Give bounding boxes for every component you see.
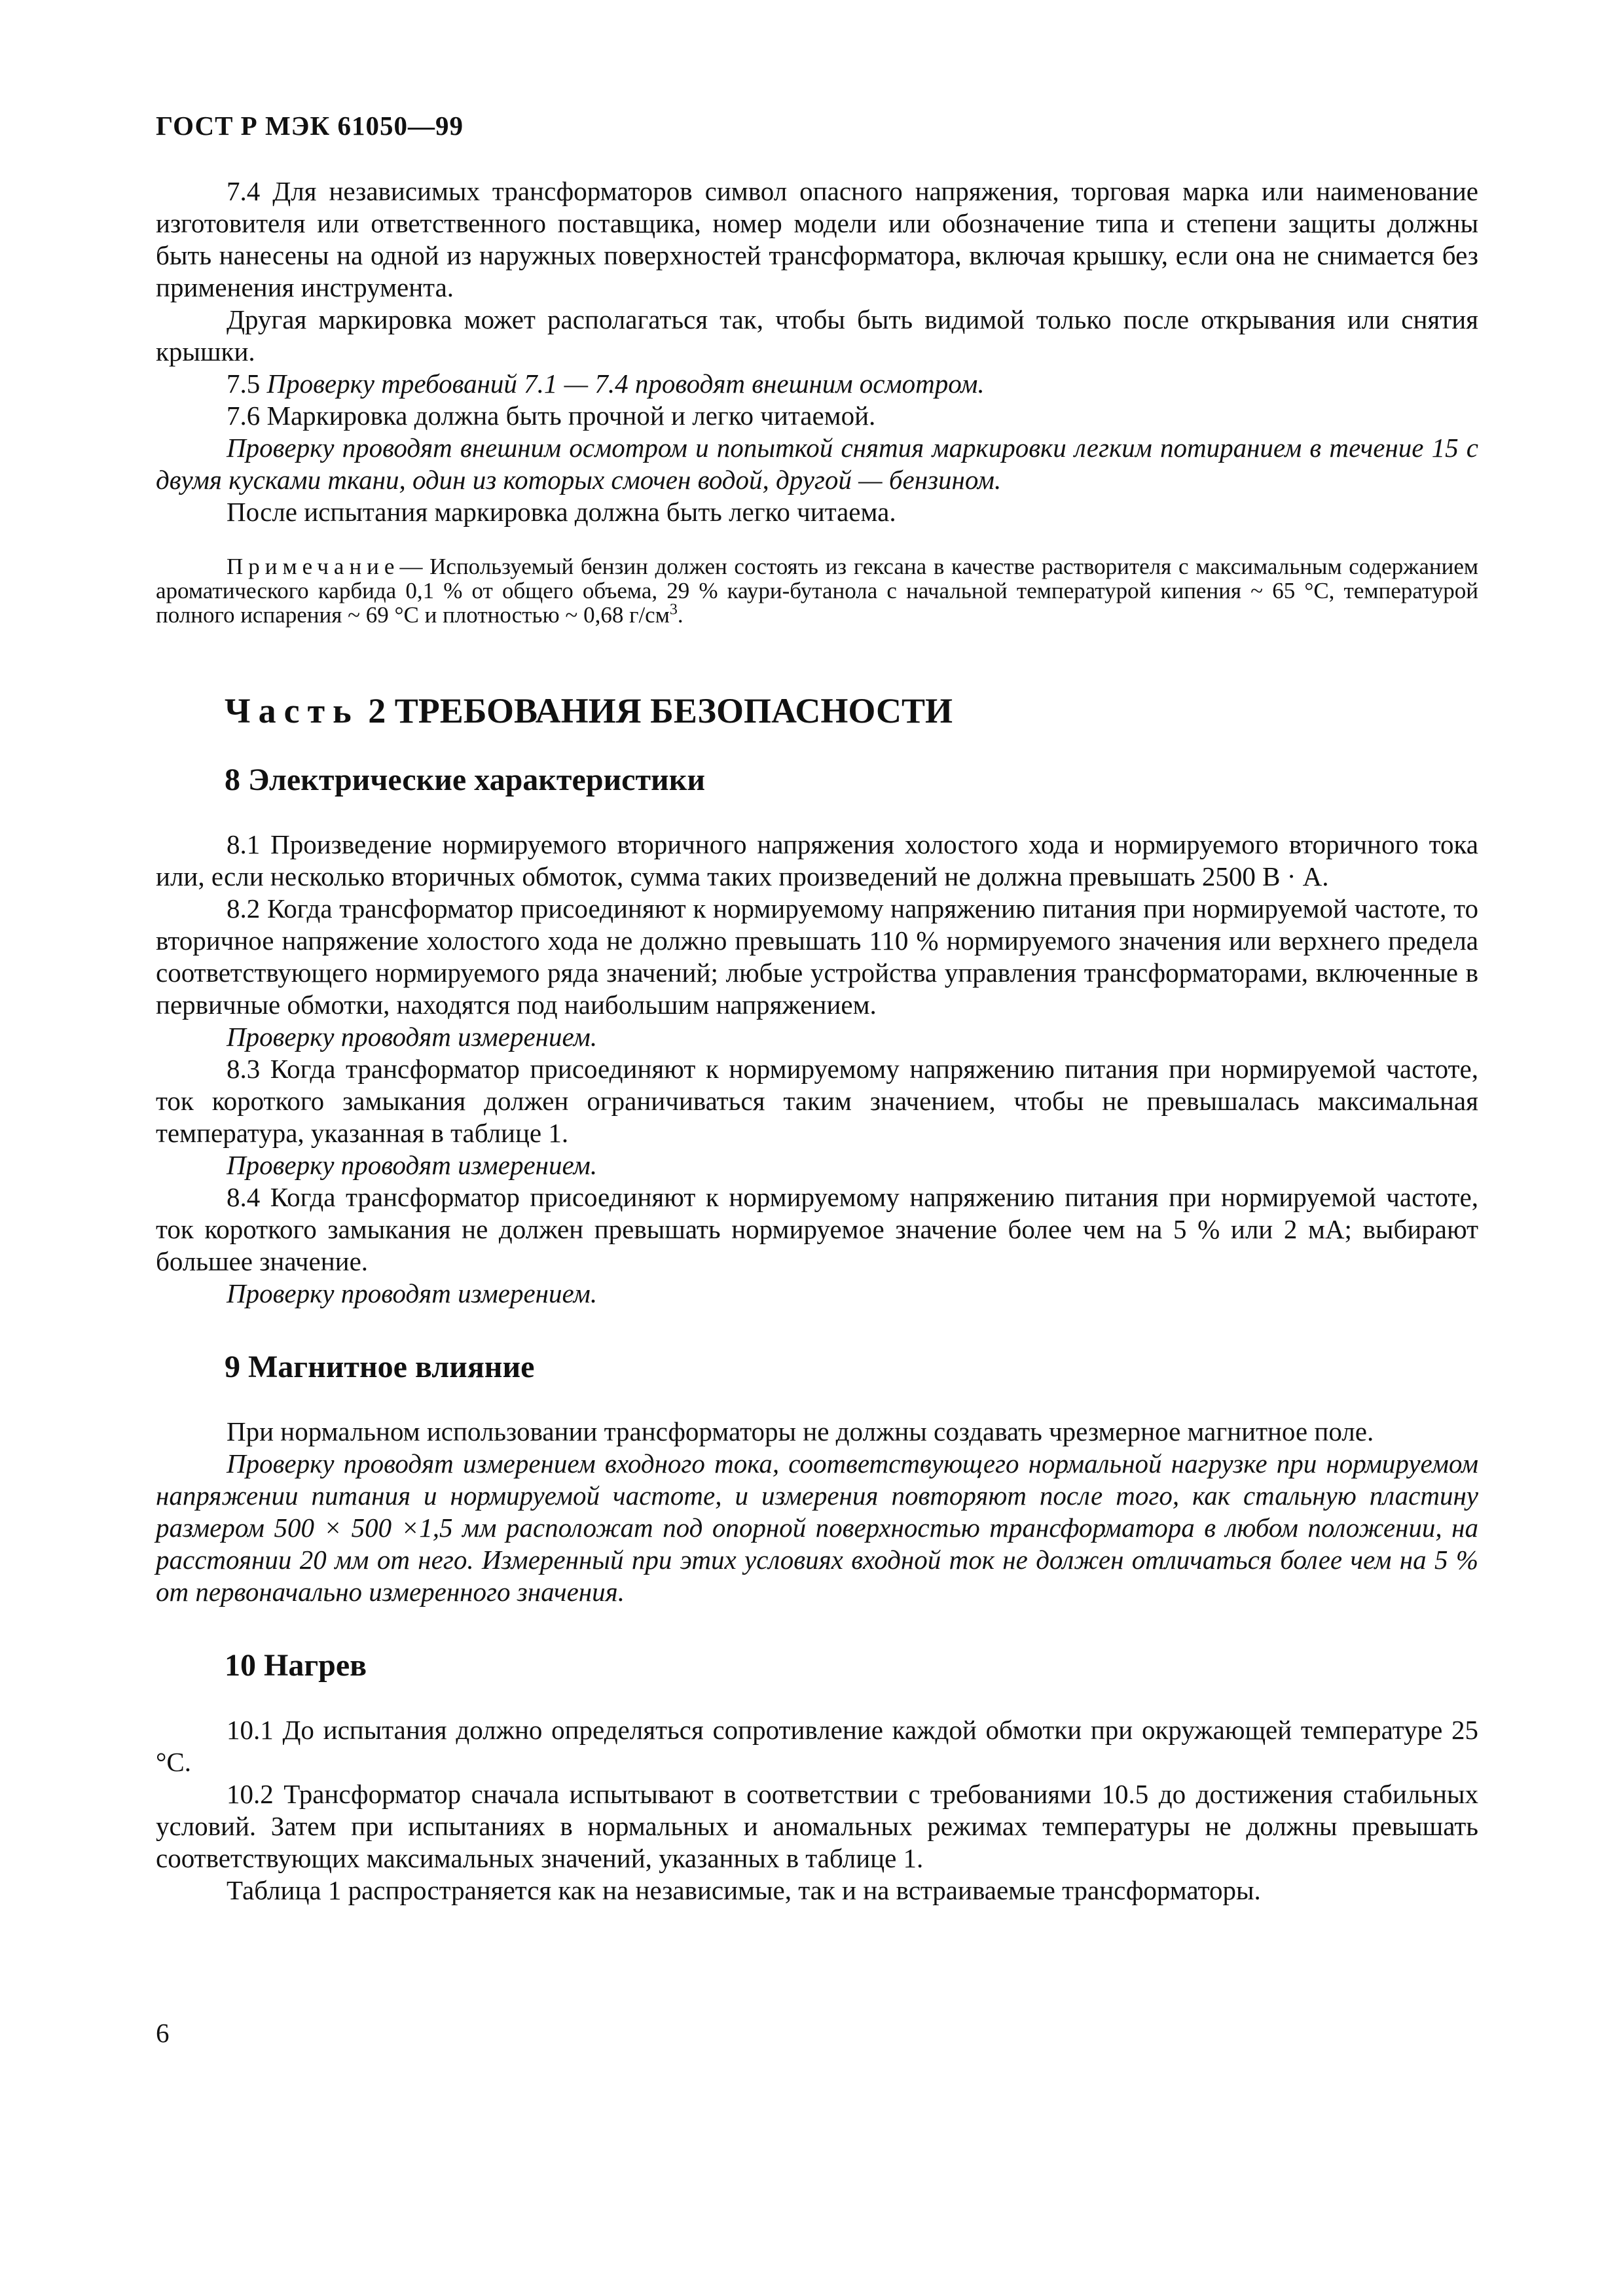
paragraph-8-1: 8.1 Произведение нормируемого вторичного напряжения холостого хода и нормируемого вторичного тока или, если несколько вторичных обмоток, сумма таких произведений не должна превышать 2500 В · А. xyxy=(156,829,1478,891)
note-superscript: 3 xyxy=(669,601,678,619)
check-8-3: Проверку проводят измерением. xyxy=(227,1150,598,1180)
page-content xyxy=(156,175,1478,1907)
section-8-title: 8 Электрические характеристики xyxy=(225,762,706,797)
note-label: Примечание xyxy=(227,554,400,579)
check-7-6: Проверку проводят внешним осмотром и попыткой снятия маркировки легким потиранием в течение 15 с двумя кусками ткани, один из которых смочен водой, другой — бензином. xyxy=(156,433,1478,495)
part-2-title xyxy=(225,690,1478,732)
check-8-4: Проверку проводят измерением. xyxy=(227,1278,598,1308)
paragraph-7-4: 7.4 Для независимых трансформаторов символ опасного напряжения, торговая марка или наименование изготовителя или ответственного поставщика, номер модели или обозначение типа и степени защиты должны быть нанесены на одной из наружных поверхностей трансформатора, включая крышку, если она не снимается без применения инструмента. xyxy=(156,176,1478,302)
paragraph-table-1: Таблица 1 распространяется как на независимые, так и на встраиваемые трансформаторы. xyxy=(227,1875,1261,1905)
part-label: Часть xyxy=(225,691,359,730)
note-text: — Используемый бензин должен состоять из гексана в качестве растворителя с максимальным содержанием ароматического карбида 0,1 % от общего объема, 29 % каури-бутанола с начальной температурой кипения ~ 65 °С, температурой полного испарения ~ 69 °С и плотностью ~ 0,68 г/см xyxy=(156,554,1478,628)
section-10-title: 10 Нагрев xyxy=(225,1648,367,1683)
check-8-2: Проверку проводят измерением. xyxy=(227,1022,598,1052)
paragraph-7-4-continued: Другая маркировка может располагаться так, чтобы быть видимой только после открывания или снятия крышки. xyxy=(156,304,1478,367)
check-7-5: Проверку требований 7.1 — 7.4 проводят внешним осмотром. xyxy=(266,368,985,399)
paragraph-7-6-after: После испытания маркировка должна быть легко читаема. xyxy=(227,497,896,527)
part-name: 2 ТРЕБОВАНИЯ БЕЗОПАСНОСТИ xyxy=(368,691,953,730)
paragraph-7-5 xyxy=(156,368,1478,400)
check-9: Проверку проводят измерением входного тока, соответствующего нормальной нагрузке при нормируемом напряжении питания и нормируемой частоте, и измерения повторяют после того, как стальную пластину размером 500 × 500 ×1,5 мм расположат под опорной поверхностью трансформатора в любом положении, на расстоянии 20 мм от него. Измеренный при этих условиях входной ток не должен отличаться более чем на 5 % от первоначально измеренного значения. xyxy=(156,1448,1478,1607)
section-9-title: 9 Магнитное влияние xyxy=(225,1350,535,1384)
note xyxy=(156,554,1478,627)
paragraph-7-6: 7.6 Маркировка должна быть прочной и легко читаемой. xyxy=(227,401,876,431)
document-header: ГОСТ Р МЭК 61050—99 xyxy=(156,111,464,141)
paragraph-8-4: 8.4 Когда трансформатор присоединяют к нормируемому напряжению питания при нормируемой частоте, ток короткого замыкания не должен превышать нормируемое значение более чем на 5 % или 2 мА; выбирают большее значение. xyxy=(156,1182,1478,1276)
paragraph-8-3: 8.3 Когда трансформатор присоединяют к нормируемому напряжению питания при нормируемой частоте, ток короткого замыкания должен ограничиваться таким значением, чтобы не превышалась максимальная температура, указанная в таблице 1. xyxy=(156,1054,1478,1148)
page-number: 6 xyxy=(156,2018,170,2048)
paragraph-10-2: 10.2 Трансформатор сначала испытывают в соответствии с требованиями 10.5 до достижения стабильных условий. Затем при испытаниях в нормальных и аномальных режимах температуры не должны превышать соответствующих максимальных значений, указанных в таблице 1. xyxy=(156,1779,1478,1873)
paragraph-9-1: При нормальном использовании трансформаторы не должны создавать чрезмерное магнитное поле. xyxy=(227,1416,1374,1446)
paragraph-10-1: 10.1 До испытания должно определяться сопротивление каждой обмотки при окружающей температуре 25 °С. xyxy=(156,1715,1478,1777)
paragraph-8-2: 8.2 Когда трансформатор присоединяют к нормируемому напряжению питания при нормируемой частоте, то вторичное напряжение холостого хода не должно превышать 110 % нормируемого значения или верхнего предела соответствующего нормируемого ряда значений; любые устройства управления трансформаторами, включенные в первичные обмотки, находятся под наибольшим напряжением. xyxy=(156,893,1478,1020)
note-end: . xyxy=(677,602,684,628)
clause-number-7-5: 7.5 xyxy=(227,368,261,399)
